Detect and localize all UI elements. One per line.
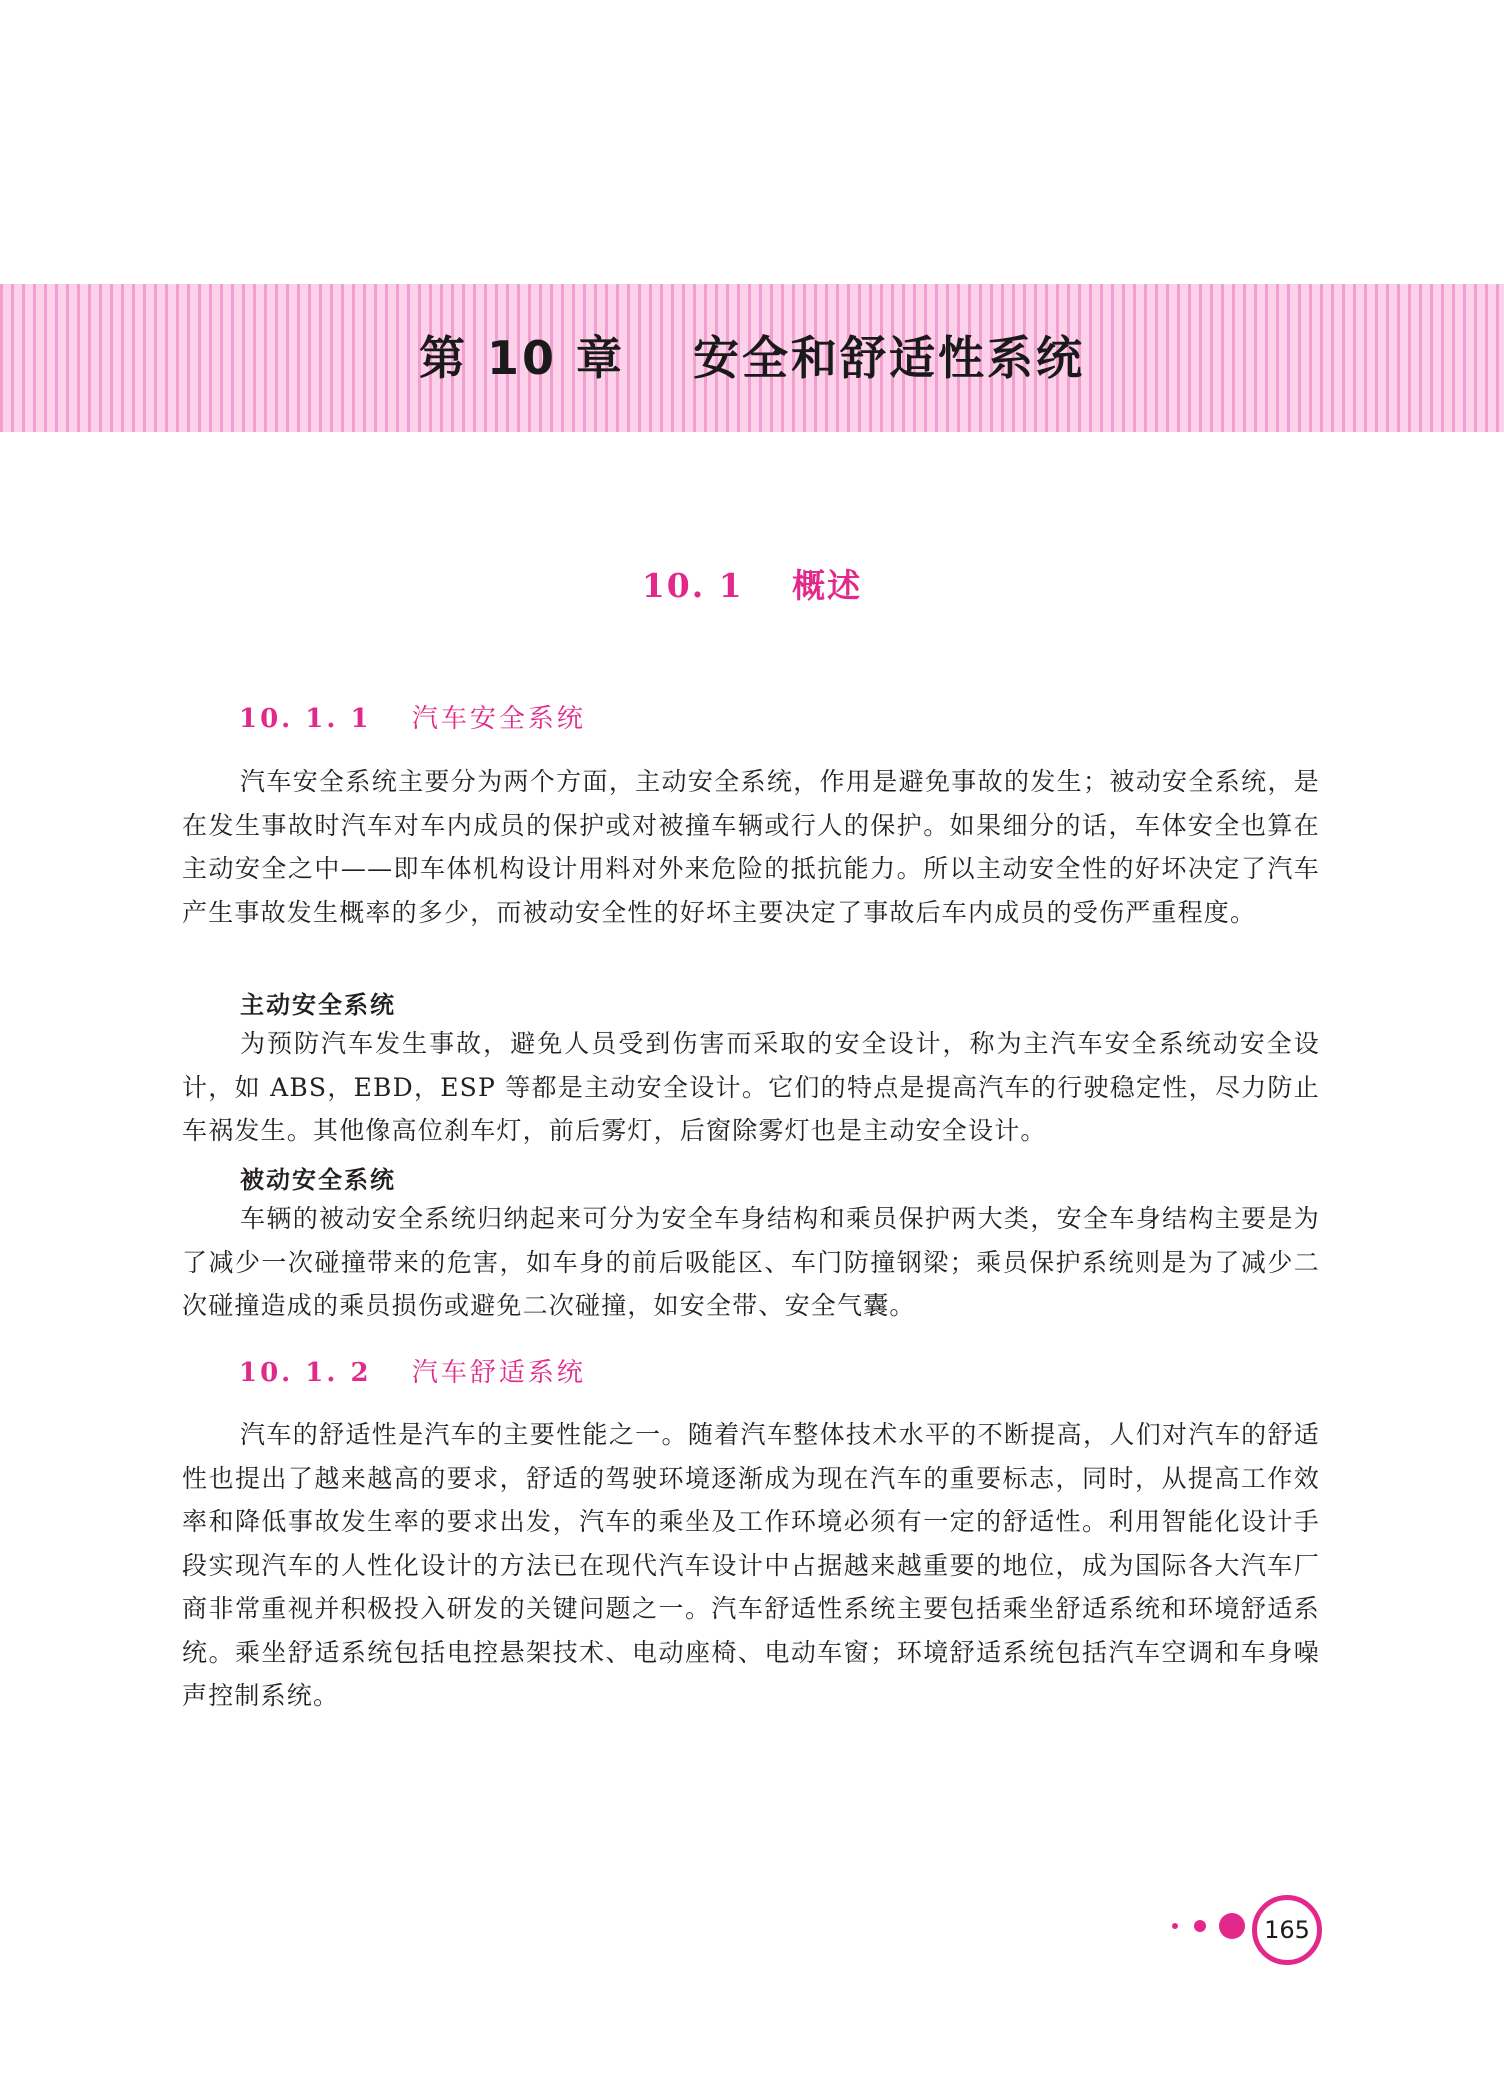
subheading-active-safety: 主动安全系统: [240, 991, 396, 1019]
chapter-title: 第 10 章 安全和舒适性系统: [418, 331, 1086, 385]
decorative-dot-small: [1172, 1923, 1178, 1929]
page-number-circle: [1252, 1895, 1322, 1965]
paragraph-comfort: 汽车的舒适性是汽车的主要性能之一。随着汽车整体技术水平的不断提高，人们对汽车的舒适性也提出了越来越高的要求，舒适的驾驶环境逐渐成为现在汽车的重要标志，同时，从提高工作效率和降低事故发生率的要求出发，汽车的乘坐及工作环境必须有一定的舒适性。利用智能化设计手段实现汽车的人性化设计的方法已在现代汽车设计中占据越来越重要的地位，成为国际各大汽车厂商非常重视并积极投入研发的关键问题之一。汽车舒适性系统主要包括乘坐舒适系统和环境舒适系统。乘坐舒适系统包括电控悬架技术、电动座椅、电动车窗；环境舒适系统包括汽车空调和车身噪声控制系统。: [182, 1420, 1320, 1710]
subsection-number: 10. 1. 1: [239, 704, 372, 734]
page-number: 165: [1264, 1916, 1310, 1944]
subsection-number: 10. 1. 2: [239, 1358, 372, 1388]
paragraph-safety-intro: 汽车安全系统主要分为两个方面，主动安全系统，作用是避免事故的发生；被动安全系统，是在发生事故时汽车对车内成员的保护或对被撞车辆或行人的保护。如果细分的话，车体安全也算在主动安全之中——即车体机构设计用料对外来危险的抵抗能力。所以主动安全性的好坏决定了汽车产生事故发生概率的多少，而被动安全性的好坏主要决定了事故后车内成员的受伤严重程度。: [182, 767, 1320, 927]
paragraph-active-safety: 为预防汽车发生事故，避免人员受到伤害而采取的安全设计，称为主汽车安全系统动安全设计，如 ABS，EBD，ESP 等都是主动安全设计。它们的特点是提高汽车的行驶稳定性，尽力防止车祸发生。其他像高位刹车灯，前后雾灯，后窗除雾灯也是主动安全设计。: [182, 1029, 1320, 1145]
subsection-title: 汽车安全系统: [411, 704, 586, 734]
subsection-heading-comfort: [239, 1352, 586, 1389]
subheading-passive-safety: 被动安全系统: [240, 1166, 396, 1194]
subsection-heading-safety: [239, 698, 586, 735]
decorative-dot-medium: [1194, 1920, 1206, 1932]
paragraph-passive-safety: 车辆的被动安全系统归纳起来可分为安全车身结构和乘员保护两大类，安全车身结构主要是为了减少一次碰撞带来的危害，如车身的前后吸能区、车门防撞钢梁；乘员保护系统则是为了减少二次碰撞造成的乘员损伤或避免二次碰撞，如安全带、安全气囊。: [182, 1204, 1320, 1320]
subsection-title: 汽车舒适系统: [411, 1358, 586, 1388]
page-number-badge: [1172, 1895, 1332, 1961]
decorative-dot-large: [1219, 1913, 1245, 1939]
section-title: 10. 1 概述: [641, 566, 863, 605]
